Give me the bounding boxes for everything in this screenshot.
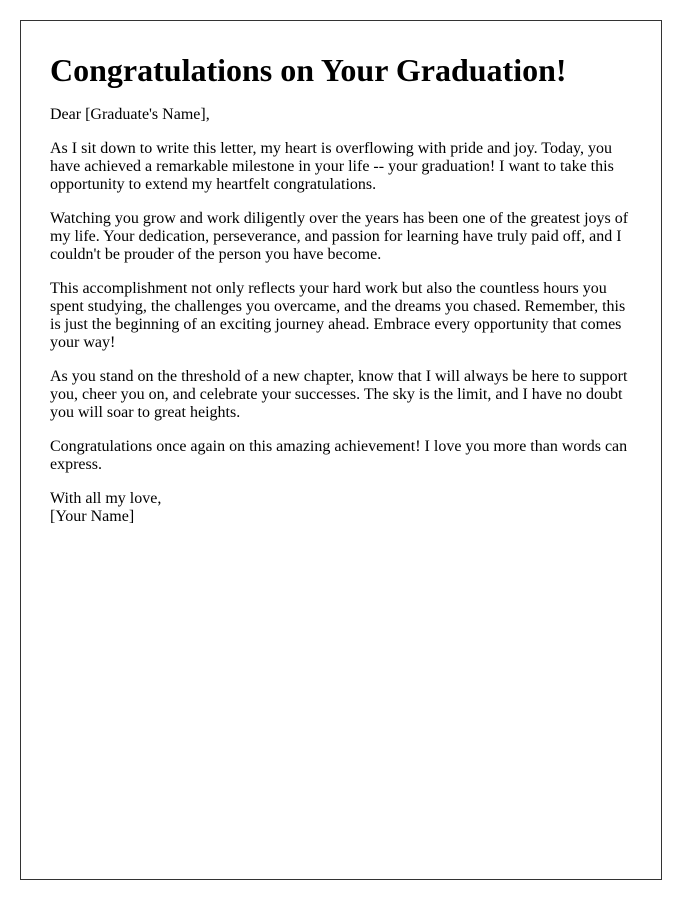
closing-line: With all my love,: [50, 490, 162, 507]
paragraph-1: As I sit down to write this letter, my heart is overflowing with pride and joy. Today, you have achieved a remarkable milestone in your life -- your graduation! I want to take this opportunity to extend my heartfelt congratulations.: [50, 140, 614, 193]
letter-title: Congratulations on Your Graduation!: [50, 52, 567, 88]
paragraph-4: As you stand on the threshold of a new chapter, know that I will always be here to support you, cheer you on, and celebrate your successes. The sky is the limit, and I have no doubt you will soar to great heights.: [50, 368, 628, 421]
salutation: Dear [Graduate's Name],: [50, 106, 210, 123]
paragraph-5: Congratulations once again on this amazing achievement! I love you more than words can express.: [50, 438, 628, 473]
letter-content: [50, 51, 636, 542]
paragraph-3: This accomplishment not only reflects your hard work but also the countless hours you spent studying, the challenges you overcame, and the dreams you chased. Remember, this is just the beginning of an exciting journey ahead. Embrace every opportunity that comes your way!: [50, 280, 626, 351]
letter-page: [20, 20, 662, 880]
signature: [Your Name]: [50, 508, 135, 525]
closing-block: [50, 490, 636, 526]
paragraph-2: Watching you grow and work diligently over the years has been one of the greatest joys of my life. Your dedication, perseverance, and passion for learning have truly paid off, and I couldn't be prouder of the person you have become.: [50, 210, 629, 263]
